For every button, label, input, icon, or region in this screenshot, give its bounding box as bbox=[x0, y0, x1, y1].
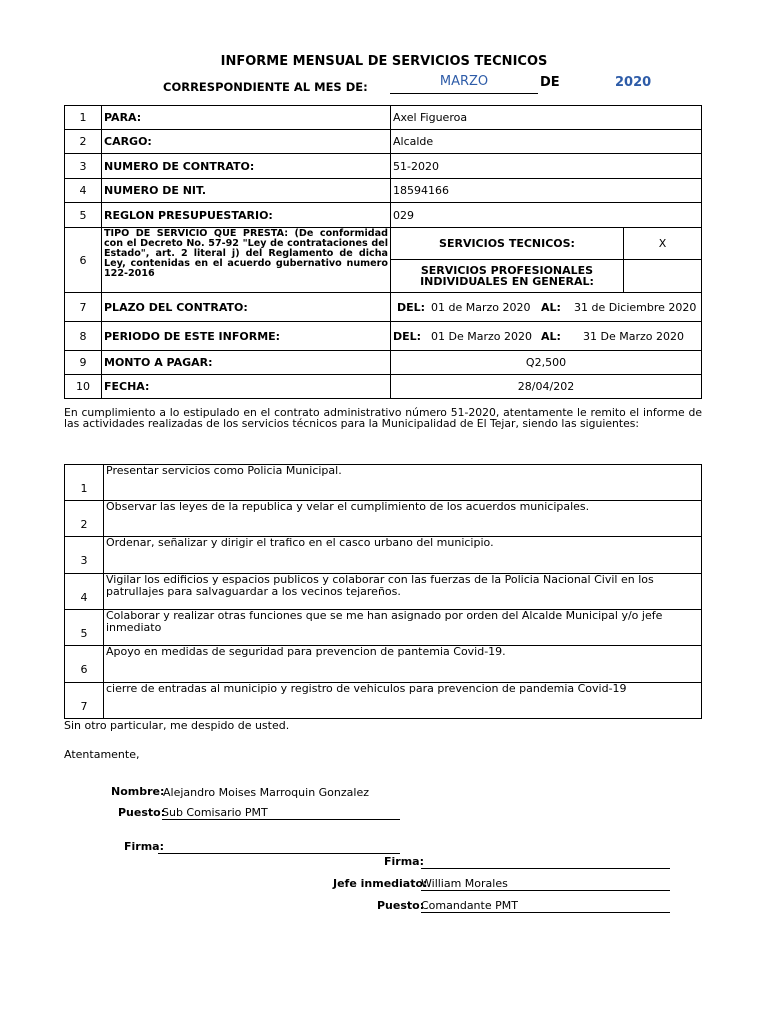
activity-number: 1 bbox=[65, 465, 104, 501]
row-label: REGLON PRESUPUESTARIO: bbox=[102, 203, 391, 228]
row-label: PLAZO DEL CONTRATO: bbox=[102, 293, 391, 322]
signer-position: Sub Comisario PMT bbox=[162, 806, 400, 820]
signer-signature-line bbox=[158, 840, 400, 854]
row-label: PARA: bbox=[102, 106, 391, 130]
row-value: 029 bbox=[391, 203, 702, 228]
row-number: 2 bbox=[65, 130, 102, 154]
table-row bbox=[65, 610, 702, 646]
plazo-start: 01 de Marzo 2020 bbox=[431, 300, 531, 314]
row-number: 1 bbox=[65, 106, 102, 130]
activity-number: 4 bbox=[65, 574, 104, 610]
periodo-range bbox=[391, 322, 702, 351]
row-label: NUMERO DE CONTRATO: bbox=[102, 154, 391, 179]
info-row bbox=[65, 106, 702, 130]
service-type-heading: TIPO DE SERVICIO QUE PRESTA: bbox=[104, 228, 289, 239]
activity-number: 5 bbox=[65, 610, 104, 646]
report-month: MARZO bbox=[390, 74, 538, 94]
table-row bbox=[65, 501, 702, 537]
signer-name: Alejandro Moises Marroquin Gonzalez bbox=[163, 786, 369, 799]
row-number: 4 bbox=[65, 179, 102, 203]
periodo-start: 01 De Marzo 2020 bbox=[431, 329, 532, 343]
table-row bbox=[65, 683, 702, 719]
boss-position: Comandante PMT bbox=[421, 899, 670, 913]
periodo-end: 31 De Marzo 2020 bbox=[583, 329, 684, 343]
plazo-end: 31 de Diciembre 2020 bbox=[574, 300, 697, 314]
puesto-label: Puesto: bbox=[118, 806, 166, 819]
activity-text: Apoyo en medidas de seguridad para prevencion de pantemia Covid-19. bbox=[104, 646, 702, 683]
contract-info-table bbox=[64, 105, 702, 399]
activity-text: cierre de entradas al municipio y registro de vehiculos para prevencion de pandemia Covid-19 bbox=[104, 683, 702, 719]
activity-text: Colaborar y realizar otras funciones que se me han asignado por orden del Alcalde Municipal y/o jefe inmediato bbox=[104, 610, 702, 646]
report-title: INFORME MENSUAL DE SERVICIOS TECNICOS bbox=[220, 54, 548, 69]
month-label: CORRESPONDIENTE AL MES DE: bbox=[163, 80, 368, 94]
info-row bbox=[65, 130, 702, 154]
al-label: AL: bbox=[541, 329, 561, 343]
row-label: MONTO A PAGAR: bbox=[102, 351, 391, 375]
intro-paragraph: En cumplimiento a lo estipulado en el contrato administrativo número 51-2020, atentamente le remito el informe de las actividades realizadas de los servicios técnicos para la Municipalidad de El Tejar, siendo las siguientes: bbox=[64, 406, 702, 430]
table-row bbox=[65, 537, 702, 574]
monto-value: Q2,500 bbox=[391, 351, 702, 375]
del-label: DEL: bbox=[393, 329, 422, 343]
option-servicios-profesionales: SERVICIOS PROFESIONALES INDIVIDUALES EN GENERAL: bbox=[391, 260, 624, 293]
row-number: 3 bbox=[65, 154, 102, 179]
activity-text: Presentar servicios como Policia Municipal. bbox=[104, 465, 702, 501]
nombre-label: Nombre: bbox=[111, 785, 165, 798]
activity-number: 2 bbox=[65, 501, 104, 537]
row-number: 5 bbox=[65, 203, 102, 228]
boss-name: William Morales bbox=[421, 877, 670, 891]
table-row bbox=[65, 574, 702, 610]
report-year: 2020 bbox=[615, 75, 652, 90]
service-type-row bbox=[65, 228, 702, 260]
row-label: NUMERO DE NIT. bbox=[102, 179, 391, 203]
row-value: Alcalde bbox=[391, 130, 702, 154]
activity-text: Observar las leyes de la republica y velar el cumplimiento de los acuerdos municipales. bbox=[104, 501, 702, 537]
plazo-row bbox=[65, 293, 702, 322]
closing-text: Sin otro particular, me despido de usted. bbox=[64, 719, 290, 732]
service-type-legal-note: (De conformidad con el Decreto No. 57-92 "Ley de contrataciones del Estado", art. 2 literal j) del Reglamento de dicha Ley, contenidas en el acuerdo gubernativo numero 122-2016 bbox=[104, 228, 388, 279]
info-row bbox=[65, 179, 702, 203]
activity-number: 6 bbox=[65, 646, 104, 683]
info-row bbox=[65, 154, 702, 179]
service-type-label bbox=[102, 228, 391, 293]
boss-firma-label: Firma: bbox=[384, 855, 424, 868]
monto-row bbox=[65, 351, 702, 375]
al-label: AL: bbox=[541, 300, 561, 314]
row-label: CARGO: bbox=[102, 130, 391, 154]
table-row bbox=[65, 646, 702, 683]
fecha-value: 28/04/202 bbox=[391, 375, 702, 399]
row-label: FECHA: bbox=[102, 375, 391, 399]
row-number: 9 bbox=[65, 351, 102, 375]
row-number: 8 bbox=[65, 322, 102, 351]
row-number: 7 bbox=[65, 293, 102, 322]
row-number: 6 bbox=[65, 228, 102, 293]
option-servicios-tecnicos: SERVICIOS TECNICOS: bbox=[391, 228, 624, 260]
boss-puesto-label: Puesto: bbox=[377, 899, 425, 912]
jefe-label: Jefe inmediato: bbox=[333, 877, 428, 890]
periodo-row bbox=[65, 322, 702, 351]
row-value: Axel Figueroa bbox=[391, 106, 702, 130]
atentamente-text: Atentamente, bbox=[64, 748, 140, 761]
option-servicios-tecnicos-mark: X bbox=[624, 228, 702, 260]
option-servicios-profesionales-mark bbox=[624, 260, 702, 293]
activities-table bbox=[64, 464, 702, 719]
boss-signature-line bbox=[421, 855, 670, 869]
firma-label: Firma: bbox=[124, 840, 164, 853]
activity-number: 7 bbox=[65, 683, 104, 719]
info-row bbox=[65, 203, 702, 228]
plazo-range bbox=[391, 293, 702, 322]
del-label: DEL: bbox=[397, 300, 426, 314]
row-label: PERIODO DE ESTE INFORME: bbox=[102, 322, 391, 351]
activity-text: Ordenar, señalizar y dirigir el trafico en el casco urbano del municipio. bbox=[104, 537, 702, 574]
table-row bbox=[65, 465, 702, 501]
fecha-row bbox=[65, 375, 702, 399]
row-number: 10 bbox=[65, 375, 102, 399]
activity-text: Vigilar los edificios y espacios publicos y colaborar con las fuerzas de la Policia Nacional Civil en los patrullajes para salvaguardar a los vecinos tejareños. bbox=[104, 574, 702, 610]
row-value: 18594166 bbox=[391, 179, 702, 203]
de-label: DE bbox=[540, 75, 560, 90]
row-value: 51-2020 bbox=[391, 154, 702, 179]
activity-number: 3 bbox=[65, 537, 104, 574]
